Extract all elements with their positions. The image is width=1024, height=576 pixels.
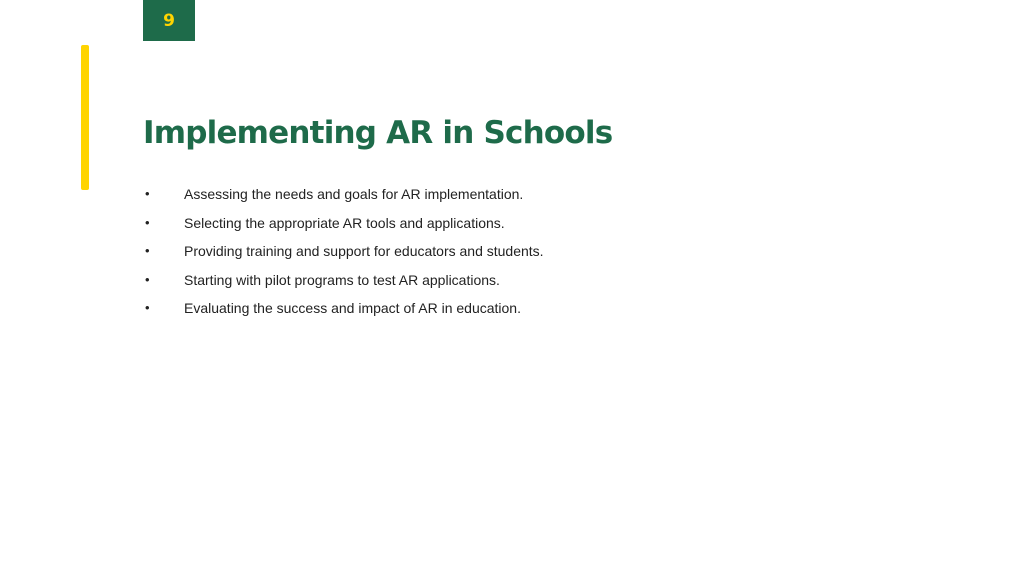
slide-title: Implementing AR in Schools [143, 115, 613, 151]
accent-bar [81, 45, 89, 190]
bullet-icon: • [145, 186, 150, 201]
page-number-badge [143, 0, 195, 41]
bullet-icon: • [145, 214, 150, 230]
bullet-icon: • [145, 300, 150, 315]
bullet-text: Assessing the needs and goals for AR implementation. [184, 186, 524, 202]
bullet-text: Evaluating the success and impact of AR in education. [184, 300, 521, 316]
bullet-text: Providing training and support for educators and students. [184, 243, 544, 259]
page-number: 9 [163, 10, 175, 31]
bullet-text: Starting with pilot programs to test AR applications. [184, 271, 500, 288]
bullet-icon: • [145, 271, 150, 287]
bullet-text: Selecting the appropriate AR tools and applications. [184, 214, 505, 231]
bullet-icon: • [145, 243, 150, 258]
